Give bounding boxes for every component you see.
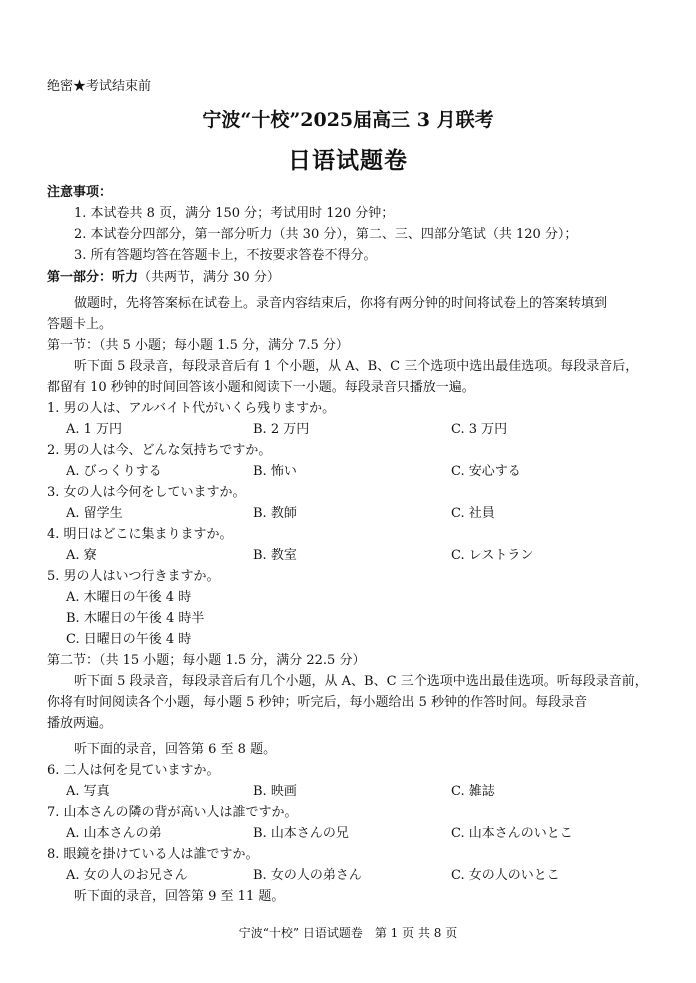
section1-instruction: 都留有 10 秒钟的时间回答该小题和阅读下一小题。每段录音只播放一遍。 [47, 380, 475, 395]
option-b: B. 2 万円 [253, 422, 310, 437]
option-b: B. 映画 [253, 784, 297, 799]
exam-subtitle: 日语试题卷 [288, 148, 408, 174]
question-stem: 4. 明日はどこに集まりますか。 [47, 527, 233, 542]
option-c: C. 女の人のいとこ [451, 868, 560, 883]
option-c: C. 安心する [451, 464, 521, 479]
option-b: B. 怖い [253, 464, 297, 479]
option-c: C. 3 万円 [451, 422, 508, 437]
notice-heading: 注意事项： [47, 185, 113, 200]
option-c: C. 社員 [451, 506, 495, 521]
part1-heading-rest: （共两节，满分 30 分） [138, 270, 280, 285]
section2-heading: 第二节：（共 15 小题；每小题 1.5 分，满分 22.5 分） [47, 653, 366, 668]
option-c: C. レストラン [451, 548, 534, 563]
option-c: C. 山本さんのいとこ [451, 826, 573, 841]
part1-heading-bold: 第一部分：听力 [47, 270, 139, 285]
page-footer: 宁波“十校” 日语试题卷 第 1 页 共 8 页 [238, 926, 458, 940]
section1-heading: 第一节：（共 5 小题；每小题 1.5 分，满分 7.5 分） [47, 338, 349, 353]
exam-title: 宁波“十校”2025届高三 3 月联考 [202, 109, 494, 131]
notice-item: 2. 本试卷分四部分，第一部分听力（共 30 分），第二、三、四部分笔试（共 120 分）； [74, 227, 578, 242]
option-b: B. 山本さんの兄 [253, 826, 349, 841]
section2-instruction: 你将有时间阅读各个小题，每小题 5 秒钟；听完后，每小题给出 5 秒钟的作答时间。每段录音 [47, 695, 588, 710]
option-b: B. 教師 [253, 506, 297, 521]
option-b: B. 木曜日の午後 4 時半 [66, 611, 205, 626]
option-a: A. 1 万円 [66, 422, 123, 437]
notice-item: 1. 本试卷共 8 页，满分 150 分；考试用时 120 分钟； [74, 206, 395, 221]
option-a: A. 女の人のお兄さん [66, 868, 188, 883]
option-a: A. 木曜日の午後 4 時 [66, 590, 192, 605]
question-stem: 1. 男の人は、アルバイト代がいくら残りますか。 [47, 401, 336, 416]
option-a: A. 留学生 [66, 506, 123, 521]
option-a: A. 寮 [66, 548, 97, 563]
notice-item: 3. 所有答题均答在答题卡上，不按要求答卷不得分。 [74, 248, 377, 263]
option-b: B. 教室 [253, 548, 297, 563]
question-stem: 2. 男の人は今、どんな気持ちですか。 [47, 443, 272, 458]
option-a: A. 写真 [66, 784, 110, 799]
option-c: C. 日曜日の午後 4 時 [66, 632, 192, 647]
confidential-label: 绝密★考试结束前 [47, 79, 152, 94]
part1-intro: 答题卡上。 [47, 317, 113, 332]
option-a: A. 山本さんの弟 [66, 826, 162, 841]
option-a: A. びっくりする [66, 464, 162, 479]
question-stem: 3. 女の人は今何をしていますか。 [47, 485, 246, 500]
group-instruction: 听下面的录音，回答第 9 至 11 题。 [74, 889, 285, 904]
part1-intro: 做题时，先将答案标在试卷上。录音内容结束后，你将有两分钟的时间将试卷上的答案转填到 [74, 296, 608, 311]
section2-instruction: 播放两遍。 [47, 716, 113, 731]
section2-instruction: 听下面 5 段录音，每段录音后有几个小题，从 A、B、C 三个选项中选出最佳选项。听每段录音前， [74, 674, 648, 689]
question-stem: 5. 男の人はいつ行きますか。 [47, 569, 220, 584]
part1-heading [47, 268, 280, 288]
question-stem: 8. 眼鏡を掛けている人は誰ですか。 [47, 847, 259, 862]
option-c: C. 雑誌 [451, 784, 495, 799]
group-instruction: 听下面的录音，回答第 6 至 8 题。 [74, 742, 277, 757]
option-b: B. 女の人の弟さん [253, 868, 362, 883]
question-stem: 6. 二人は何を見ていますか。 [47, 763, 220, 778]
section1-instruction: 听下面 5 段录音，每段录音后有 1 个小题，从 A、B、C 三个选项中选出最佳选项。每段录音后， [74, 359, 639, 374]
question-stem: 7. 山本さんの隣の背が高い人は誰ですか。 [47, 805, 298, 820]
